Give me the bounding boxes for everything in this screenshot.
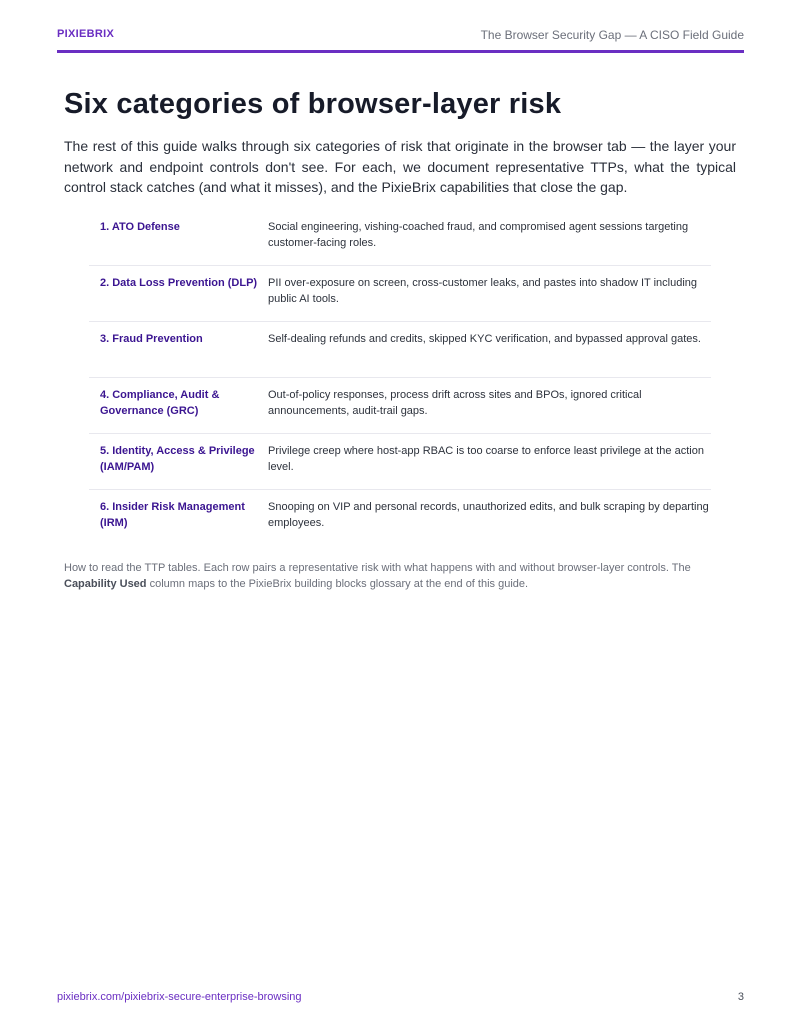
intro-paragraph: The rest of this guide walks through six categories of risk that originate in the browser tab — the layer your network and endpoint controls don't see. For each, we document representative TTPs, what the typical control stack catches (and what it misses), and the PixieBrix capabilities that close the gap. — [64, 138, 736, 195]
risk-category: 1. ATO Defense — [100, 221, 180, 233]
risk-categories-table — [89, 210, 711, 546]
risk-category: 6. Insider Risk Management (IRM) — [100, 501, 245, 529]
brand-logo-text: PIXIEBRIX — [57, 28, 115, 40]
risk-category: 3. Fraud Prevention — [100, 333, 203, 345]
page-number: 3 — [737, 991, 744, 1003]
page-header — [57, 28, 744, 46]
risk-description: Snooping on VIP and personal records, unauthorized edits, and bulk scraping by departing employees. — [268, 501, 709, 529]
table-row — [89, 434, 711, 490]
risk-description: PII over-exposure on screen, cross-customer leaks, and pastes into shadow IT including public AI tools. — [268, 277, 698, 305]
table-row — [89, 322, 711, 378]
risk-description: Self-dealing refunds and credits, skipped KYC verification, and bypassed approval gates. — [268, 333, 701, 345]
risk-description: Privilege creep where host-app RBAC is too coarse to enforce least privilege at the action level. — [268, 445, 704, 473]
capability-used-term: Capability Used — [64, 577, 147, 590]
risk-category: 5. Identity, Access & Privilege (IAM/PAM) — [100, 445, 255, 473]
document-title: The Browser Security Gap — A CISO Field Guide — [480, 28, 744, 42]
risk-category: 2. Data Loss Prevention (DLP) — [100, 277, 258, 289]
footer-url-link[interactable]: pixiebrix.com/pixiebrix-secure-enterprise-browsing — [57, 991, 302, 1003]
table-row — [89, 378, 711, 434]
header-divider — [57, 50, 744, 53]
table-row — [89, 266, 711, 322]
reading-note-text-end: column maps to the PixieBrix building blocks glossary at the end of this guide. — [146, 577, 529, 590]
reading-note — [64, 561, 744, 592]
reading-note-text: How to read the TTP tables. Each row pairs a representative risk with what happens with and without browser-layer controls. The — [64, 562, 691, 574]
table-row — [89, 210, 711, 266]
table-row — [89, 490, 711, 546]
risk-description: Out-of-policy responses, process drift across sites and BPOs, ignored critical announcements, audit-trail gaps. — [268, 389, 642, 417]
risk-description: Social engineering, vishing-coached fraud, and compromised agent sessions targeting customer-facing roles. — [268, 221, 689, 249]
section-title: Six categories of browser-layer risk — [64, 88, 562, 120]
risk-category: 4. Compliance, Audit & Governance (GRC) — [100, 389, 220, 417]
